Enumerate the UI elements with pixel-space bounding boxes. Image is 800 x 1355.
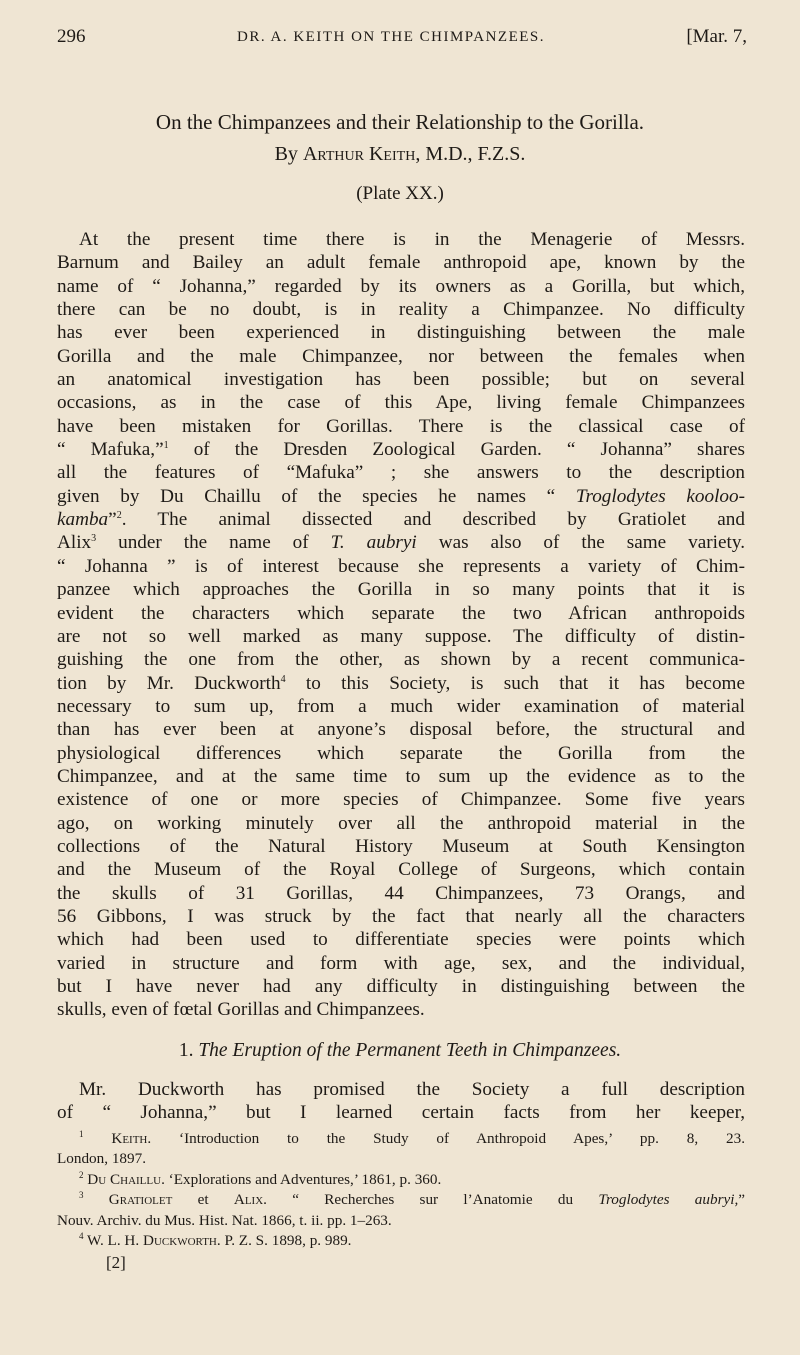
text-run: an anatomical investigation has been possible; but on several — [57, 369, 745, 391]
author-name: Arthur Keith — [302, 143, 416, 165]
text-run: occasions, as in the case of this Ape, living female Chimpanzees — [57, 392, 745, 414]
footnote-marker: 2 — [116, 510, 122, 522]
plate-reference: (Plate XX.) — [356, 183, 444, 204]
byline-prefix: By — [274, 143, 303, 165]
text-line — [57, 368, 745, 391]
text-run: “ Johanna ” is of interest because she represents a variety of Chim- — [57, 555, 745, 577]
text-run: Mr. Duckworth has promised the Society a full description — [79, 1079, 745, 1100]
text-line — [57, 391, 745, 414]
footnote-marker: 2 — [79, 1169, 84, 1180]
text-run: have been mistaken for Gorillas. There is the classical case of — [57, 415, 745, 437]
text-line — [57, 1101, 745, 1124]
text-run: physiological differences which separate the Gorilla from the — [57, 742, 745, 764]
text-run: necessary to sum up, from a much wider examination of material — [57, 695, 745, 717]
text-line — [57, 275, 745, 298]
header-date: [Mar. 7, — [686, 26, 747, 47]
text-line — [57, 1231, 745, 1251]
text-line — [57, 555, 745, 578]
byline — [0, 143, 800, 166]
text-line — [57, 461, 745, 484]
text-run: . P. Z. S. 1898, p. 989. — [216, 1231, 352, 1249]
text-run — [84, 1130, 112, 1147]
text-run: there can be no doubt, is in reality a Chimpanzee. No difficulty — [57, 299, 745, 321]
signature-mark: [2] — [106, 1253, 126, 1272]
small-caps-name: Keith — [111, 1130, 148, 1147]
footnote-marker: 4 — [280, 673, 286, 685]
text-line — [57, 531, 745, 554]
text-run: . The animal dissected and described by Gratiolet and — [121, 509, 745, 531]
section-title: The Eruption of the Permanent Teeth in Chimpanzees. — [198, 1040, 622, 1061]
text-run: are not so well marked as many suppose. The difficulty of distin- — [57, 625, 745, 647]
text-line — [57, 251, 745, 274]
italic-text: Troglodytes kooloo- — [575, 485, 746, 507]
text-run: W. L. H. — [83, 1231, 143, 1249]
text-run: ” — [738, 1191, 745, 1209]
text-line — [57, 718, 745, 741]
running-title: DR. A. KEITH ON THE CHIMPANZEES. — [237, 29, 546, 45]
text-run: of “ Johanna,” but I learned certain facts from her keeper, — [57, 1102, 745, 1124]
text-line — [57, 998, 745, 1021]
italic-text: kamba — [57, 509, 109, 531]
text-line — [57, 905, 745, 928]
text-line — [57, 228, 745, 251]
text-run: Alix — [57, 532, 92, 554]
text-line — [57, 1170, 745, 1190]
italic-text: T. aubryi — [330, 532, 417, 554]
small-caps-name: Du Chaillu — [87, 1170, 162, 1188]
article-title: On the Chimpanzees and their Relationship to the Gorilla. — [155, 110, 645, 134]
text-run: but I have never had any difficulty in distinguishing between the — [57, 976, 745, 997]
text-run: all the features of “Mafuka” ; she answers to the description — [57, 462, 745, 484]
text-run: skulls, even of fœtal Gorillas and Chimpanzees. — [57, 999, 425, 1021]
text-run: . ‘Explorations and Adventures,’ 1861, p. 360. — [161, 1170, 442, 1188]
text-line — [57, 975, 745, 998]
text-run: was also of the same variety. — [416, 532, 745, 554]
text-run: . “ Recherches sur l’Anatomie du — [263, 1191, 599, 1209]
text-run: name of “ Johanna,” regarded by its owners as a Gorilla, but which, — [57, 275, 745, 297]
footnote-marker: 3 — [91, 533, 97, 545]
section-heading — [0, 1040, 800, 1062]
text-line — [57, 1211, 745, 1231]
text-line — [57, 648, 745, 671]
text-line — [57, 415, 745, 438]
text-run: At the present time there is in the Menagerie of Messrs. — [79, 229, 745, 250]
text-run: given by Du Chaillu of the species he names “ — [57, 485, 576, 507]
text-line — [57, 765, 745, 788]
text-run: varied in structure and form with age, sex, and the individual, — [57, 952, 745, 974]
small-caps-name: Alix — [233, 1191, 264, 1209]
footnotes — [57, 1129, 745, 1251]
text-line — [57, 345, 745, 368]
italic-text: Troglodytes aubryi, — [598, 1191, 739, 1209]
text-run: than has ever been at anyone’s disposal before, the structural and — [57, 719, 745, 741]
text-run: the skulls of 31 Gorillas, 44 Chimpanzees, 73 Orangs, and — [57, 882, 745, 904]
text-run: which had been used to differentiate species were points which — [57, 929, 745, 951]
text-line — [57, 438, 745, 461]
text-line — [57, 508, 745, 531]
text-line — [57, 1078, 745, 1101]
section-number: 1. — [178, 1040, 199, 1061]
text-line — [57, 602, 745, 625]
text-run: existence of one or more species of Chimpanzee. Some five years — [57, 789, 745, 811]
text-run: “ Mafuka,” — [57, 439, 164, 461]
text-line — [57, 321, 745, 344]
text-line — [57, 835, 745, 858]
small-caps-name: Gratiolet — [108, 1191, 173, 1209]
text-run: ” — [108, 509, 117, 531]
text-line — [57, 788, 745, 811]
text-run: and the Museum of the Royal College of Surgeons, which contain — [57, 859, 745, 881]
text-run: tion by Mr. Duckworth — [57, 672, 281, 694]
text-line — [57, 672, 745, 695]
text-run: . ‘Introduction to the Study of Anthropoid Apes,’ pp. 8, 23. — [147, 1130, 746, 1147]
footnote-marker: 3 — [79, 1190, 84, 1201]
footnote-marker: 4 — [79, 1230, 84, 1241]
text-run: Gorilla and the male Chimpanzee, nor between the females when — [57, 345, 745, 367]
text-run: ago, on working minutely over all the anthropoid material in the — [57, 812, 745, 834]
text-run: guishing the one from the other, as shown by a recent communica- — [57, 649, 745, 671]
paragraph-2 — [57, 1078, 745, 1125]
text-run: collections of the Natural History Museum at South Kensington — [57, 835, 745, 857]
text-run: under the name of — [96, 532, 331, 554]
text-line — [57, 485, 745, 508]
text-line — [57, 1149, 745, 1169]
footnote-marker: 1 — [163, 440, 169, 452]
running-header — [57, 26, 747, 50]
paragraph-1 — [57, 228, 745, 1022]
text-line — [57, 952, 745, 975]
text-run: of the Dresden Zoological Garden. “ Johanna” shares — [168, 439, 745, 461]
text-line — [57, 1129, 745, 1149]
text-line — [57, 742, 745, 765]
page-number: 296 — [57, 26, 86, 47]
footnote-marker: 1 — [79, 1129, 84, 1139]
text-line — [57, 928, 745, 951]
text-line — [57, 812, 745, 835]
text-run: panzee which approaches the Gorilla in so many points that it is — [57, 579, 745, 601]
small-caps-name: Duckworth — [143, 1231, 217, 1249]
text-line — [57, 858, 745, 881]
text-run: has ever been experienced in distinguishing between the male — [57, 322, 745, 344]
text-line — [57, 882, 745, 905]
text-run: London, 1897. — [57, 1150, 147, 1168]
text-run: Chimpanzee, and at the same time to sum up the evidence as to the — [57, 765, 745, 787]
text-run: evident the characters which separate the two African anthropoids — [57, 602, 745, 624]
author-credentials: , M.D., F.Z.S. — [415, 143, 526, 165]
text-run: Barnum and Bailey an adult female anthropoid ape, known by the — [57, 252, 745, 274]
text-line — [57, 625, 745, 648]
text-run — [84, 1191, 109, 1208]
text-line — [57, 578, 745, 601]
text-line — [57, 1190, 745, 1210]
text-run: Nouv. Archiv. du Mus. Hist. Nat. 1866, t. ii. pp. 1–263. — [57, 1211, 392, 1229]
text-line — [57, 298, 745, 321]
text-run: 56 Gibbons, I was struck by the fact that nearly all the characters — [57, 905, 745, 927]
text-run: to this Society, is such that it has become — [285, 672, 745, 694]
text-run: et — [172, 1191, 234, 1209]
text-line — [57, 695, 745, 718]
